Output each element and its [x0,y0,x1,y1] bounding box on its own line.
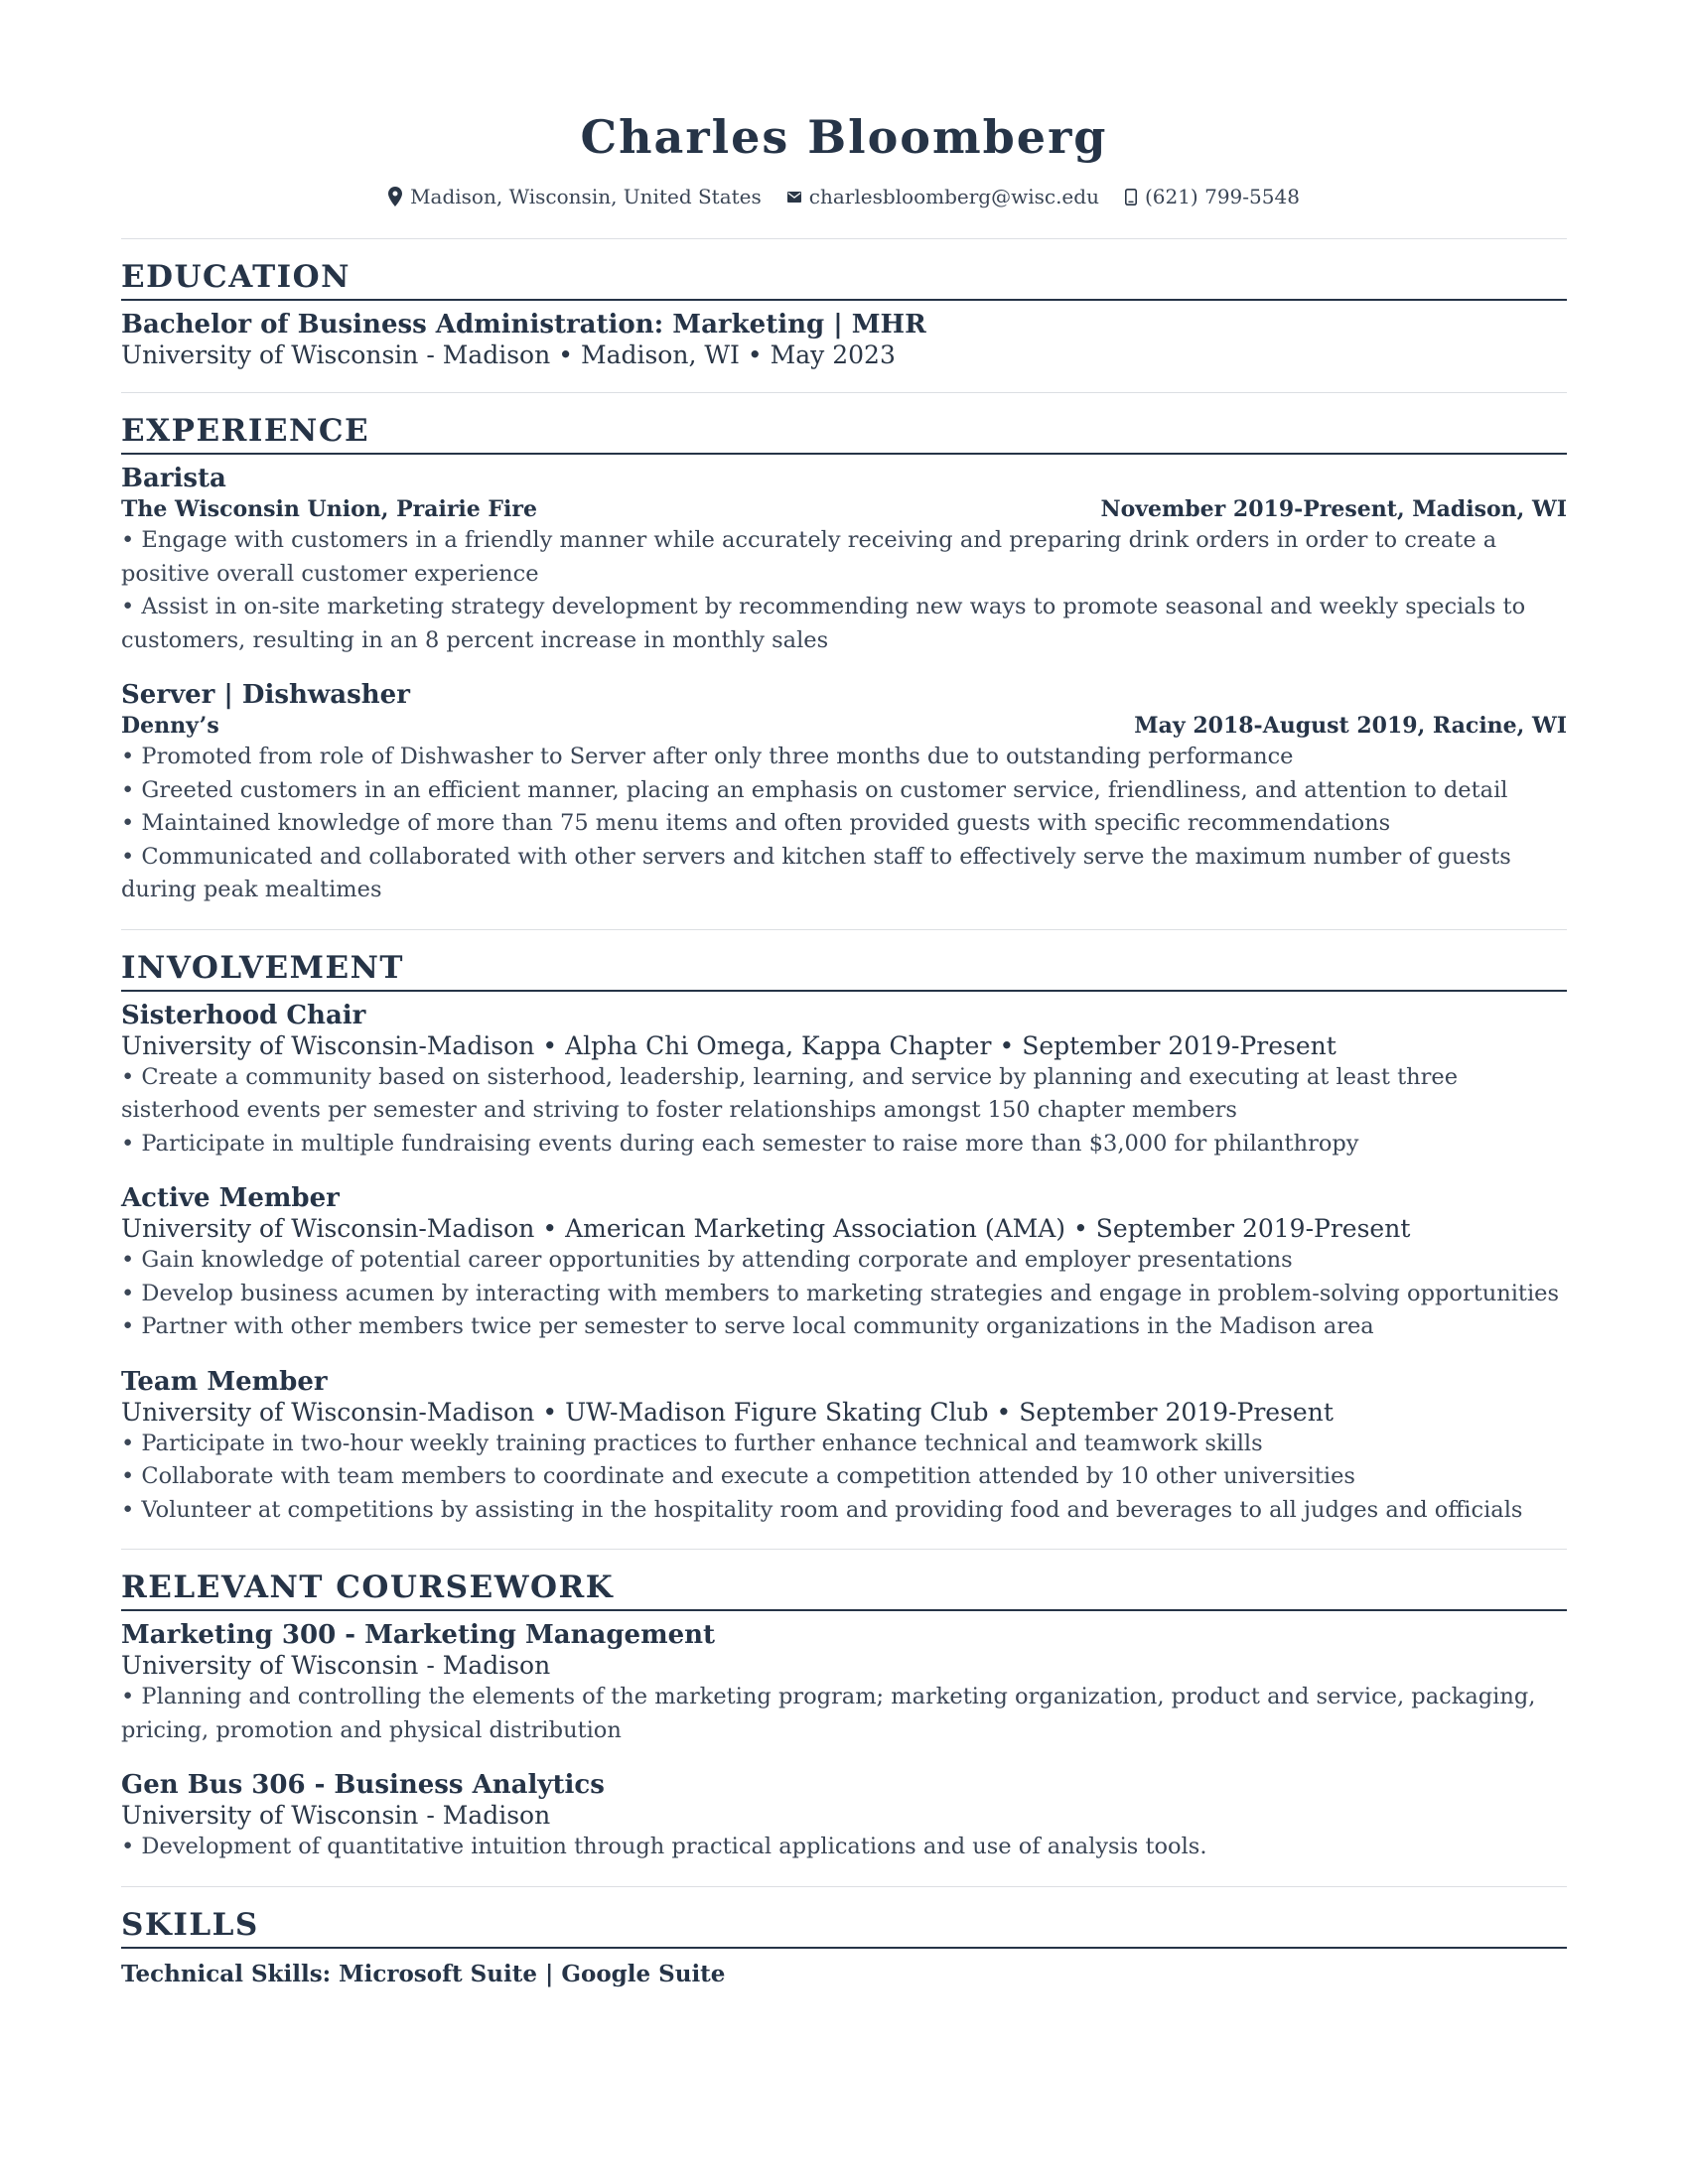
course-name: Gen Bus 306 - Business Analytics [121,1770,605,1800]
technical-skills: Technical Skills: Microsoft Suite | Google Suite [121,1960,726,1987]
divider [121,392,1567,393]
course-school: University of Wisconsin - Madison [121,1801,551,1830]
separator: • [999,1030,1015,1060]
envelope-icon [787,192,801,203]
job-bullets [121,741,1567,907]
involvement-role: Team Member [121,1366,328,1397]
list-item: • Communicated and collaborated with other servers and kitchen staff to effectively serve the maximum number of guests during peak mealtimes [121,843,1511,902]
school-place: Madison, WI [580,341,740,369]
email-text[interactable]: charlesbloomberg@wisc.edu [808,185,1099,208]
section-title: INVOLVEMENT [121,948,1567,992]
education-details [121,341,1567,370]
location-text: Madison, Wisconsin, United States [410,185,762,208]
phone-icon [1125,189,1137,205]
education-entry [121,309,1567,370]
involvement-school: University of Wisconsin-Madison [121,1397,535,1427]
list-item: • Gain knowledge of potential career opportunities by attending corporate and employer presentations [121,1247,1293,1273]
divider [121,238,1567,239]
course-school: University of Wisconsin - Madison [121,1651,551,1680]
list-item: • Develop business acumen by interacting with members to marketing strategies and engage in problem-solving opportunities [121,1280,1560,1306]
school-name: University of Wisconsin - Madison [121,341,551,369]
divider [121,929,1567,930]
involvement-bullets [121,1428,1567,1528]
list-item: • Planning and controlling the elements of the marketing program; marketing organization, product and service, packaging, pricing, promotion and physical distribution [121,1684,1536,1743]
section-title: EXPERIENCE [121,411,1567,455]
list-item: • Volunteer at competitions by assisting in the hospitality room and providing food and beverages to all judges and officials [121,1496,1523,1523]
phone-text[interactable]: (621) 799-5548 [1144,185,1300,208]
candidate-name: Charles Bloomberg [580,110,1108,164]
contact-phone[interactable] [1125,185,1300,208]
job-meta [121,711,1567,741]
involvement-date: September 2019-Present [1019,1397,1334,1427]
list-item: • Collaborate with team members to coordinate and execute a competition attended by 10 other universities [121,1463,1355,1489]
list-item: • Create a community based on sisterhood, leadership, learning, and service by planning and executing at least three sisterhood events per semester and striving to foster relationships amongst 150 chapter members [121,1063,1459,1123]
list-item: • Development of quantitative intuition through practical applications and use of analysis tools. [121,1834,1207,1859]
list-item: • Assist in on-site marketing strategy development by recommending new ways to promote seasonal and weekly specials to customers, resulting in an 8 percent increase in monthly sales [121,594,1526,653]
course-bullets [121,1681,1567,1747]
involvement-entry [121,1366,1567,1528]
degree-title: Bachelor of Business Administration: Marketing | MHR [121,310,926,340]
job-when: November 2019-Present, Madison, WI [1100,496,1567,522]
involvement-details [121,1398,1567,1428]
education-section [121,257,1567,370]
involvement-org: Alpha Chi Omega, Kappa Chapter [565,1030,992,1060]
job-role: Barista [121,464,226,493]
involvement-role: Active Member [121,1183,340,1213]
job-org: Denny’s [121,713,219,739]
list-item: • Greeted customers in an efficient manner, placing an emphasis on customer service, friendliness, and attention to detail [121,776,1508,803]
skills-section [121,1905,1567,1990]
coursework-section [121,1568,1567,1864]
involvement-org: American Marketing Association (AMA) [565,1214,1066,1243]
list-item: • Maintained knowledge of more than 75 menu items and often provided guests with specific recommendations [121,810,1391,836]
job-entry [121,463,1567,657]
resume-content [121,107,1567,1990]
involvement-bullets [121,1061,1567,1161]
involvement-entry [121,1000,1567,1161]
separator: • [542,1214,558,1243]
involvement-date: September 2019-Present [1022,1030,1336,1060]
divider [121,1549,1567,1550]
list-item: • Participate in two-hour weekly training practices to further enhance technical and teamwork skills [121,1430,1263,1456]
list-item: • Partner with other members twice per semester to serve local community organizations in the Madison area [121,1313,1374,1339]
involvement-school: University of Wisconsin-Madison [121,1030,535,1060]
contact-location [388,185,762,208]
experience-section [121,411,1567,907]
job-org: The Wisconsin Union, Prairie Fire [121,496,537,522]
involvement-school: University of Wisconsin-Madison [121,1214,535,1243]
involvement-details [121,1214,1567,1244]
section-title: SKILLS [121,1905,1567,1949]
contact-email[interactable] [787,185,1099,208]
section-title: RELEVANT COURSEWORK [121,1568,1567,1611]
list-item: • Promoted from role of Dishwasher to Server after only three months due to outstanding performance [121,744,1294,769]
involvement-role: Sisterhood Chair [121,1000,366,1030]
job-meta [121,494,1567,524]
separator: • [1073,1214,1088,1243]
graduation-date: May 2023 [770,341,896,369]
separator: • [996,1397,1012,1427]
job-role: Server | Dishwasher [121,680,410,710]
job-bullets [121,524,1567,657]
course-entry [121,1769,1567,1864]
separator: • [542,1030,558,1060]
involvement-bullets [121,1244,1567,1344]
list-item: • Engage with customers in a friendly manner while accurately receiving and preparing drink orders in order to create a positive overall customer experience [121,527,1497,587]
separator: • [558,341,573,369]
separator: • [747,341,763,369]
list-item: • Participate in multiple fundraising events during each semester to raise more than $3,000 for philanthropy [121,1130,1359,1157]
job-entry [121,679,1567,907]
involvement-details [121,1031,1567,1061]
involvement-date: September 2019-Present [1095,1214,1411,1243]
job-when: May 2018-August 2019, Racine, WI [1134,713,1567,739]
course-bullets [121,1831,1567,1864]
course-entry [121,1619,1567,1747]
separator: • [542,1397,558,1427]
involvement-org: UW-Madison Figure Skating Club [565,1397,989,1427]
divider [121,1886,1567,1887]
map-pin-icon [388,187,402,206]
course-name: Marketing 300 - Marketing Management [121,1620,716,1650]
section-title: EDUCATION [121,257,1567,301]
involvement-section [121,948,1567,1528]
involvement-entry [121,1182,1567,1344]
contact-bar [121,185,1567,208]
